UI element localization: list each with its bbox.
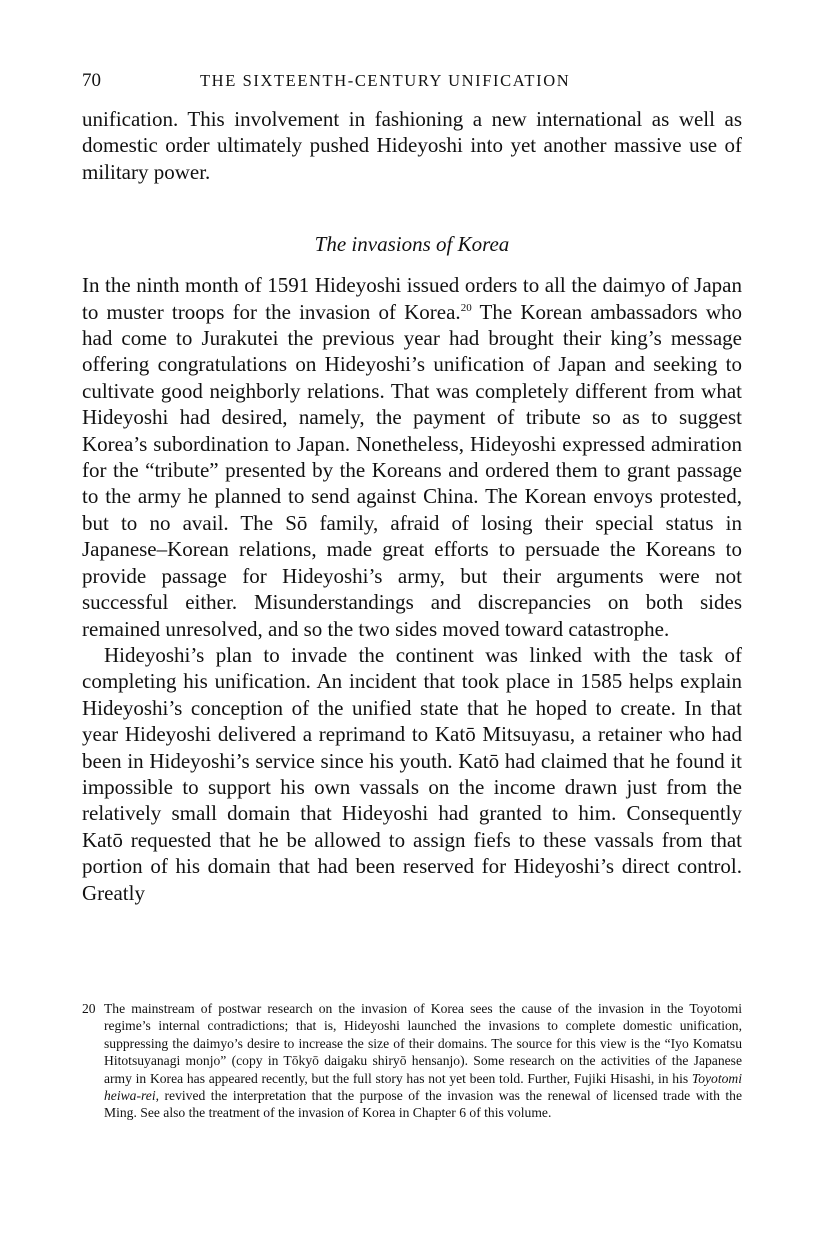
paragraph-first-text-cont: The Korean ambassadors who had come to Jurakutei the previous year had brought their king’s message offering congratulations on Hideyoshi’s unification of Japan and seeking to cultivate good neighborly relations. That was completely different from what Hideyoshi had desired, namely, the payment of tribute so as to suggest Korea’s subordination to Japan. Nonetheless, Hideyoshi expressed admiration for the “tribute” presented by the Koreans and ordered them to grant passage to the army he planned to send against China. The Korean envoys protested, but to no avail. The Sō family, afraid of losing their special status in Japanese–Korean relations, made great efforts to persuade the Koreans to provide passage for Hideyoshi’s army, but their arguments were not successful either. Misunderstandings and discrepancies on both sides remained unresolved, and so the two sides moved toward catastrophe. [82,299,742,641]
footnote-text [104,1000,742,1122]
paragraph-first-text: In the ninth month of 1591 Hideyoshi issued orders to all the daimyo of Japan to muster troops for the invasion of Korea. [82,273,742,324]
running-header [82,70,742,106]
paragraph-second: Hideyoshi’s plan to invade the continent was linked with the task of completing his unification. An incident that took place in 1585 helps explain Hideyoshi’s conception of the unified state that he hoped to create. In that year Hideyoshi delivered a reprimand to Katō Mitsuyasu, a retainer who had been in Hideyoshi’s service since his youth. Katō had claimed that he found it impossible to support his own vassals on the income drawn just from the relatively small domain that Hideyoshi had granted to him. Consequently Katō requested that he be allowed to assign fiefs to these vassals from that portion of his domain that had been reserved for Hideyoshi’s direct control. Greatly [82,642,742,905]
paragraph-continuation: unification. This involvement in fashioning a new international as well as domestic order ultimately pushed Hideyoshi into yet another massive use of military power. [82,107,742,184]
page-body [82,70,742,906]
footnote-cited-title: Toyotomi heiwa-rei [104,1070,742,1104]
footnote-reference: 20 [460,301,472,314]
page-number: 70 [82,70,101,91]
footnote-text-end: , revived the interpretation that the purpose of the invasion was the renewal of licensed trade with the Ming. See also the treatment of the invasion of Korea in Chapter 6 of this volume. [104,1088,742,1121]
footnote-20 [82,1000,742,1122]
paragraph-first [82,272,742,642]
footnotes [82,1000,742,1122]
running-title: THE SIXTEENTH-CENTURY UNIFICATION [200,71,571,90]
footnote-number: 20 [82,1001,96,1016]
section-heading: The invasions of Korea [314,232,510,257]
footnote-text-part: The mainstream of postwar research on the invasion of Korea sees the cause of the invasion in the Toyotomi regime’s internal contradictions; that is, Hideyoshi launched the invasions to complete domestic unification, suppressing the daimyo’s desire to increase the size of their domains. The source for this view is the “Iyo Komatsu Hitotsuyanagi monjo” (copy in Tōkyō daigaku shiryō hensanjo). Some research on the activities of the Japanese army in Korea has appeared recently, but the full story has not yet been told. Further, Fujiki Hisashi, in his [104,1001,742,1086]
